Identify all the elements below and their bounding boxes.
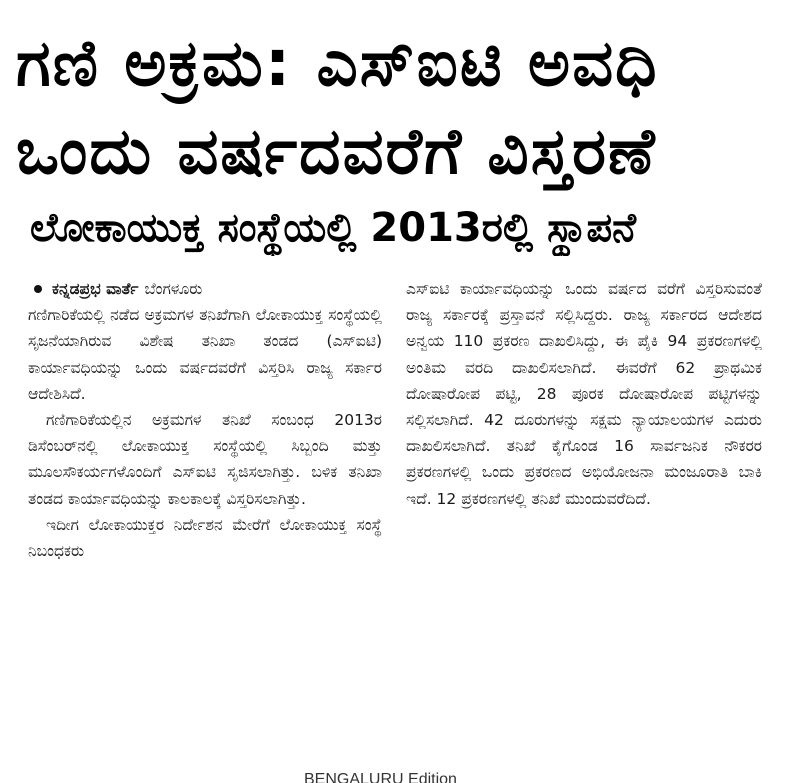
- paragraph-direction: ಇದೀಗ ಲೋಕಾಯುಕ್ತರ ನಿರ್ದೇಶನ ಮೇರೆಗೆ ಲೋಕಾಯುಕ್ತ ಸಂಸ್ಥೆ ನಿಬಂಧಕರು: [28, 515, 382, 561]
- byline-place: ಬೆಂಗಳೂರು: [144, 280, 203, 298]
- headline-line-2: ಒಂದು ವರ್ಷದವರೆಗೆ ವಿಸ್ತರಣೆ: [16, 115, 657, 189]
- edition-label: BENGALURU Edition: [304, 771, 457, 783]
- bullet-icon: [34, 285, 42, 293]
- paragraph-case-details: ಎಸ್‌ಐಟಿ ಕಾರ್ಯಾವಧಿಯನ್ನು ಒಂದು ವರ್ಷದ ವರೆಗೆ ವಿಸ್ತರಿಸುವಂತೆ ರಾಜ್ಯ ಸರ್ಕಾರಕ್ಕೆ ಪ್ರಸ್ತಾವನೆ ಸಲ್ಲಿಸಿದ್ದರು. ರಾಜ್ಯ ಸರ್ಕಾರದ ಆದೇಶದ ಅನ್ವಯ 110 ಪ್ರಕರಣ ದಾಖಲಿಸಿದ್ದು, ಈ ಪೈಕಿ 94 ಪ್ರಕರಣಗಳಲ್ಲಿ ಅಂತಿಮ ವರದಿ ದಾಖಲಿಸಲಾಗಿದೆ. ಈವರೆಗೆ 62 ಪ್ರಾಥಮಿಕ ದೋಷಾರೋಪ ಪಟ್ಟಿ, 28 ಪೂರಕ ದೋಷಾರೋಪ ಪಟ್ಟಿಗಳನ್ನು ಸಲ್ಲಿಸಲಾಗಿದೆ. 42 ದೂರುಗಳನ್ನು ಸಕ್ಷಮ ನ್ಯಾಯಾಲಯಗಳ ಎದುರು ದಾಖಲಿಸಲಾಗಿದೆ. ತನಿಖೆ ಕೈಗೊಂಡ 16 ಸಾರ್ವಜನಿಕ ನೌಕರರ ಪ್ರಕರಣಗಳಲ್ಲಿ ಒಂದು ಪ್ರಕರಣದ ಅಭಿಯೋಜನಾ ಮಂಜೂರಾತಿ ಬಾಕಿ ಇದೆ. 12 ಪ್ರಕರಣಗಳಲ್ಲಿ ತನಿಖೆ ಮುಂದುವರೆದಿದೆ.: [406, 280, 762, 508]
- paragraph-lead: ಗಣಿಗಾರಿಕೆಯಲ್ಲಿ ನಡೆದ ಅಕ್ರಮಗಳ ತನಿಖೆಗಾಗಿ ಲೋಕಾಯುಕ್ತ ಸಂಸ್ಥೆಯಲ್ಲಿ ಸೃಜನೆಯಾಗಿರುವ ವಿಶೇಷ ತನಿಖಾ ತಂಡದ (ಎಸ್‌ಐಟಿ) ಕಾರ್ಯಾವಧಿಯನ್ನು ಒಂದು ವರ್ಷದವರೆಗೆ ವಿಸ್ತರಿಸಿ ರಾಜ್ಯ ಸರ್ಕಾರ ಆದೇಶಿಸಿದೆ.: [28, 306, 382, 403]
- byline: [28, 276, 382, 302]
- subheadline: ಲೋಕಾಯುಕ್ತ ಸಂಸ್ಥೆಯಲ್ಲಿ 2013ರಲ್ಲಿ ಸ್ಥಾಪನೆ: [30, 205, 636, 251]
- headline-line-1: ಗಣಿ ಅಕ್ರಮ: ಎಸ್‌ಐಟಿ ಅವಧಿ: [16, 27, 659, 101]
- byline-source: ಕನ್ನಡಪ್ರಭ ವಾರ್ತೆ: [52, 280, 139, 298]
- paragraph-history: ಗಣಿಗಾರಿಕೆಯಲ್ಲಿನ ಅಕ್ರಮಗಳ ತನಿಖೆ ಸಂಬಂಧ 2013ರ ಡಿಸೆಂಬರ್‌ನಲ್ಲಿ ಲೋಕಾಯುಕ್ತ ಸಂಸ್ಥೆಯಲ್ಲಿ ಸಿಬ್ಬಂದಿ ಮತ್ತು ಮೂಲಸೌಕರ್ಯಗಳೊಂದಿಗೆ ಎಸ್‌ಐಟಿ ಸೃಜಿಸಲಾಗಿತ್ತು. ಬಳಿಕ ತನಿಖಾ ತಂಡದ ಕಾರ್ಯಾವಧಿಯನ್ನು ಕಾಲಕಾಲಕ್ಕೆ ವಿಸ್ತರಿಸಲಾಗಿತ್ತು.: [28, 411, 382, 508]
- article-column-left: [28, 276, 382, 564]
- article-column-right: [406, 276, 762, 512]
